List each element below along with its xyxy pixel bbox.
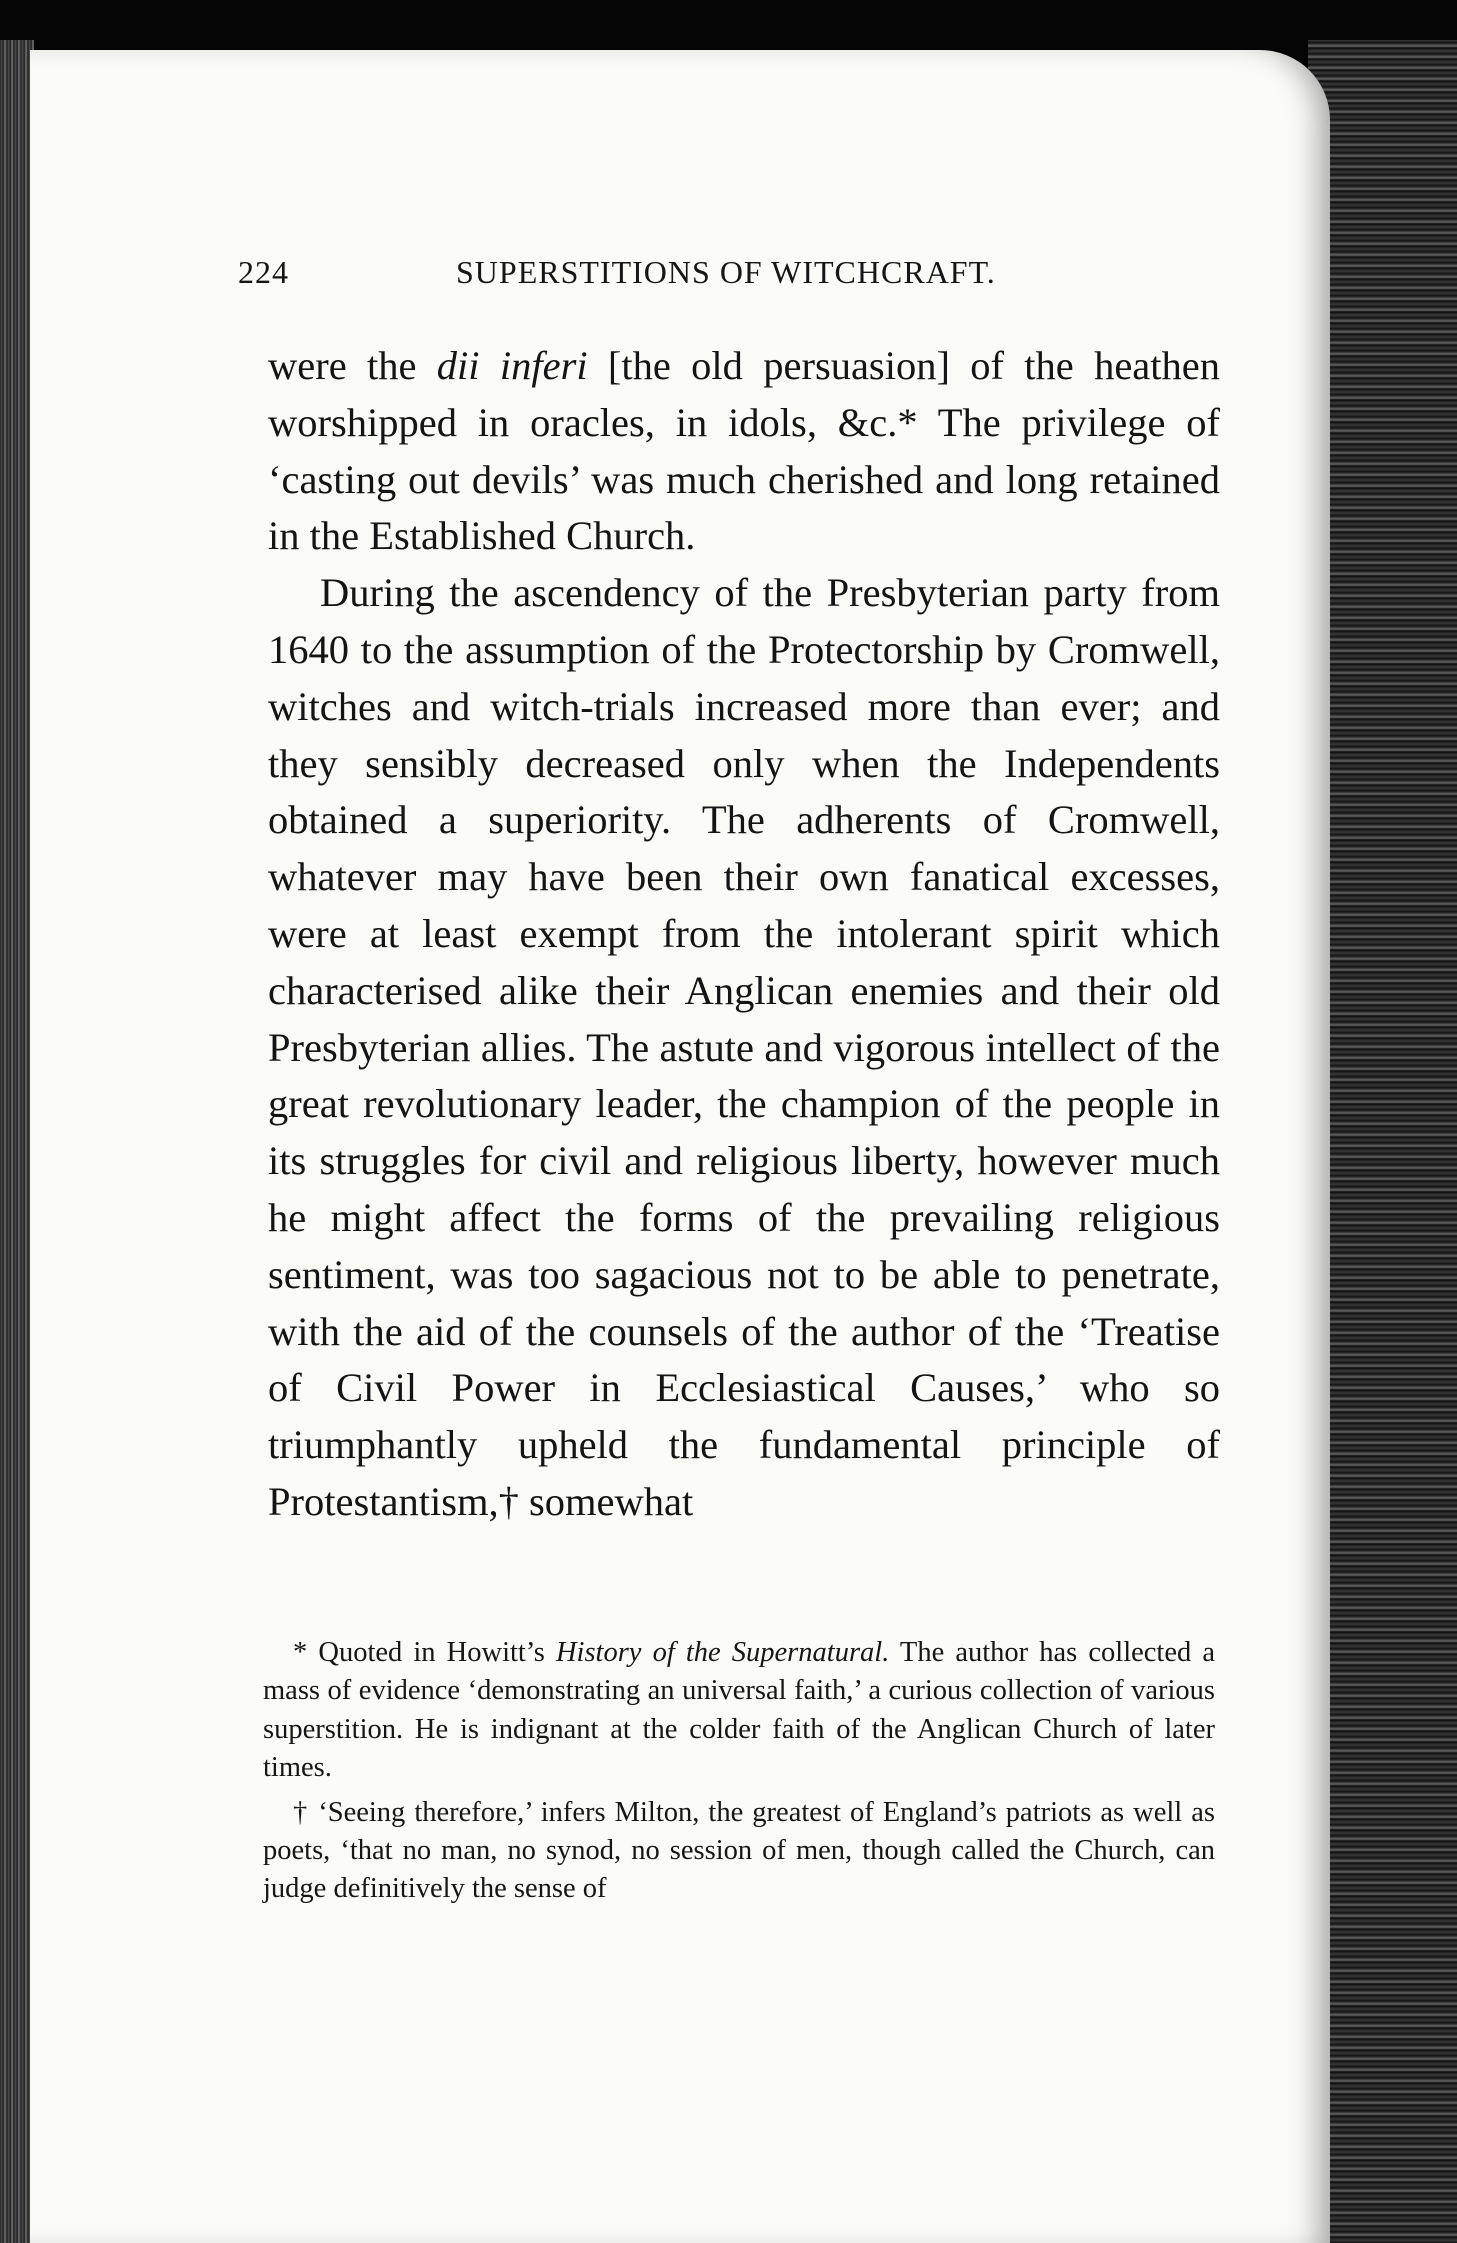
paragraph-2: During the ascendency of the Presbyterian party from 1640 to the assumption of the Protectorship by Cromwell, witches and witch-trials increased more than ever; and they sensibly decreased only when the Independents obtained a superiority. The adherents of Cromwell, whatever may have been their own fanatical excesses, were at least exempt from the intolerant spirit which characterised alike their Anglican enemies and their old Presbyterian allies. The astute and vigorous intellect of the great revolutionary leader, the champion of the people in its struggles for civil and religious liberty, however much he might affect the forms of the prevailing religious sentiment, was too sagacious not to be able to penetrate, with the aid of the counsels of the author of the ‘Treatise of Civil Power in Ecclesiastical Causes,’ who so triumphantly upheld the fundamental principle of Protestantism,† somewhat <box>268 570 1220 1524</box>
running-head <box>238 254 1118 302</box>
footnote-1-text-b: The author has collected a mass of evidence ‘demonstrating an universal faith,’ a curious collection of various superstition. He is indignant at the colder faith of the Anglican Church of later times. <box>263 1637 1215 1784</box>
paragraph-1 <box>268 338 1220 565</box>
footnote-1 <box>263 1634 1215 1788</box>
page-stack-edge <box>1308 40 1457 2243</box>
footnote-1-text-a: * Quoted in Howitt’s <box>293 1637 556 1668</box>
paragraph-1-text-b: [the old persuasion] of the heathen worshipped in oracles, in idols, &c.* The privilege of ‘casting out devils’ was much cherished and long retained in the Established Church. <box>268 343 1220 559</box>
footnotes <box>263 1634 1215 1909</box>
main-text <box>268 338 1220 1531</box>
paragraph-1-text-a: were the <box>268 343 437 388</box>
running-title: SUPERSTITIONS OF WITCHCRAFT. <box>456 254 996 290</box>
footnote-1-italic: History of the Supernatural. <box>555 1637 890 1668</box>
footnote-2: † ‘Seeing therefore,’ infers Milton, the greatest of England’s patriots as well as poets, ‘that no man, no synod, no session of men, though called the Church, can judge definitively the sense of <box>263 1796 1215 1905</box>
page-number: 224 <box>238 254 289 290</box>
book-gutter-edge <box>0 40 34 2243</box>
paragraph-1-italic: dii inferi <box>436 343 588 388</box>
